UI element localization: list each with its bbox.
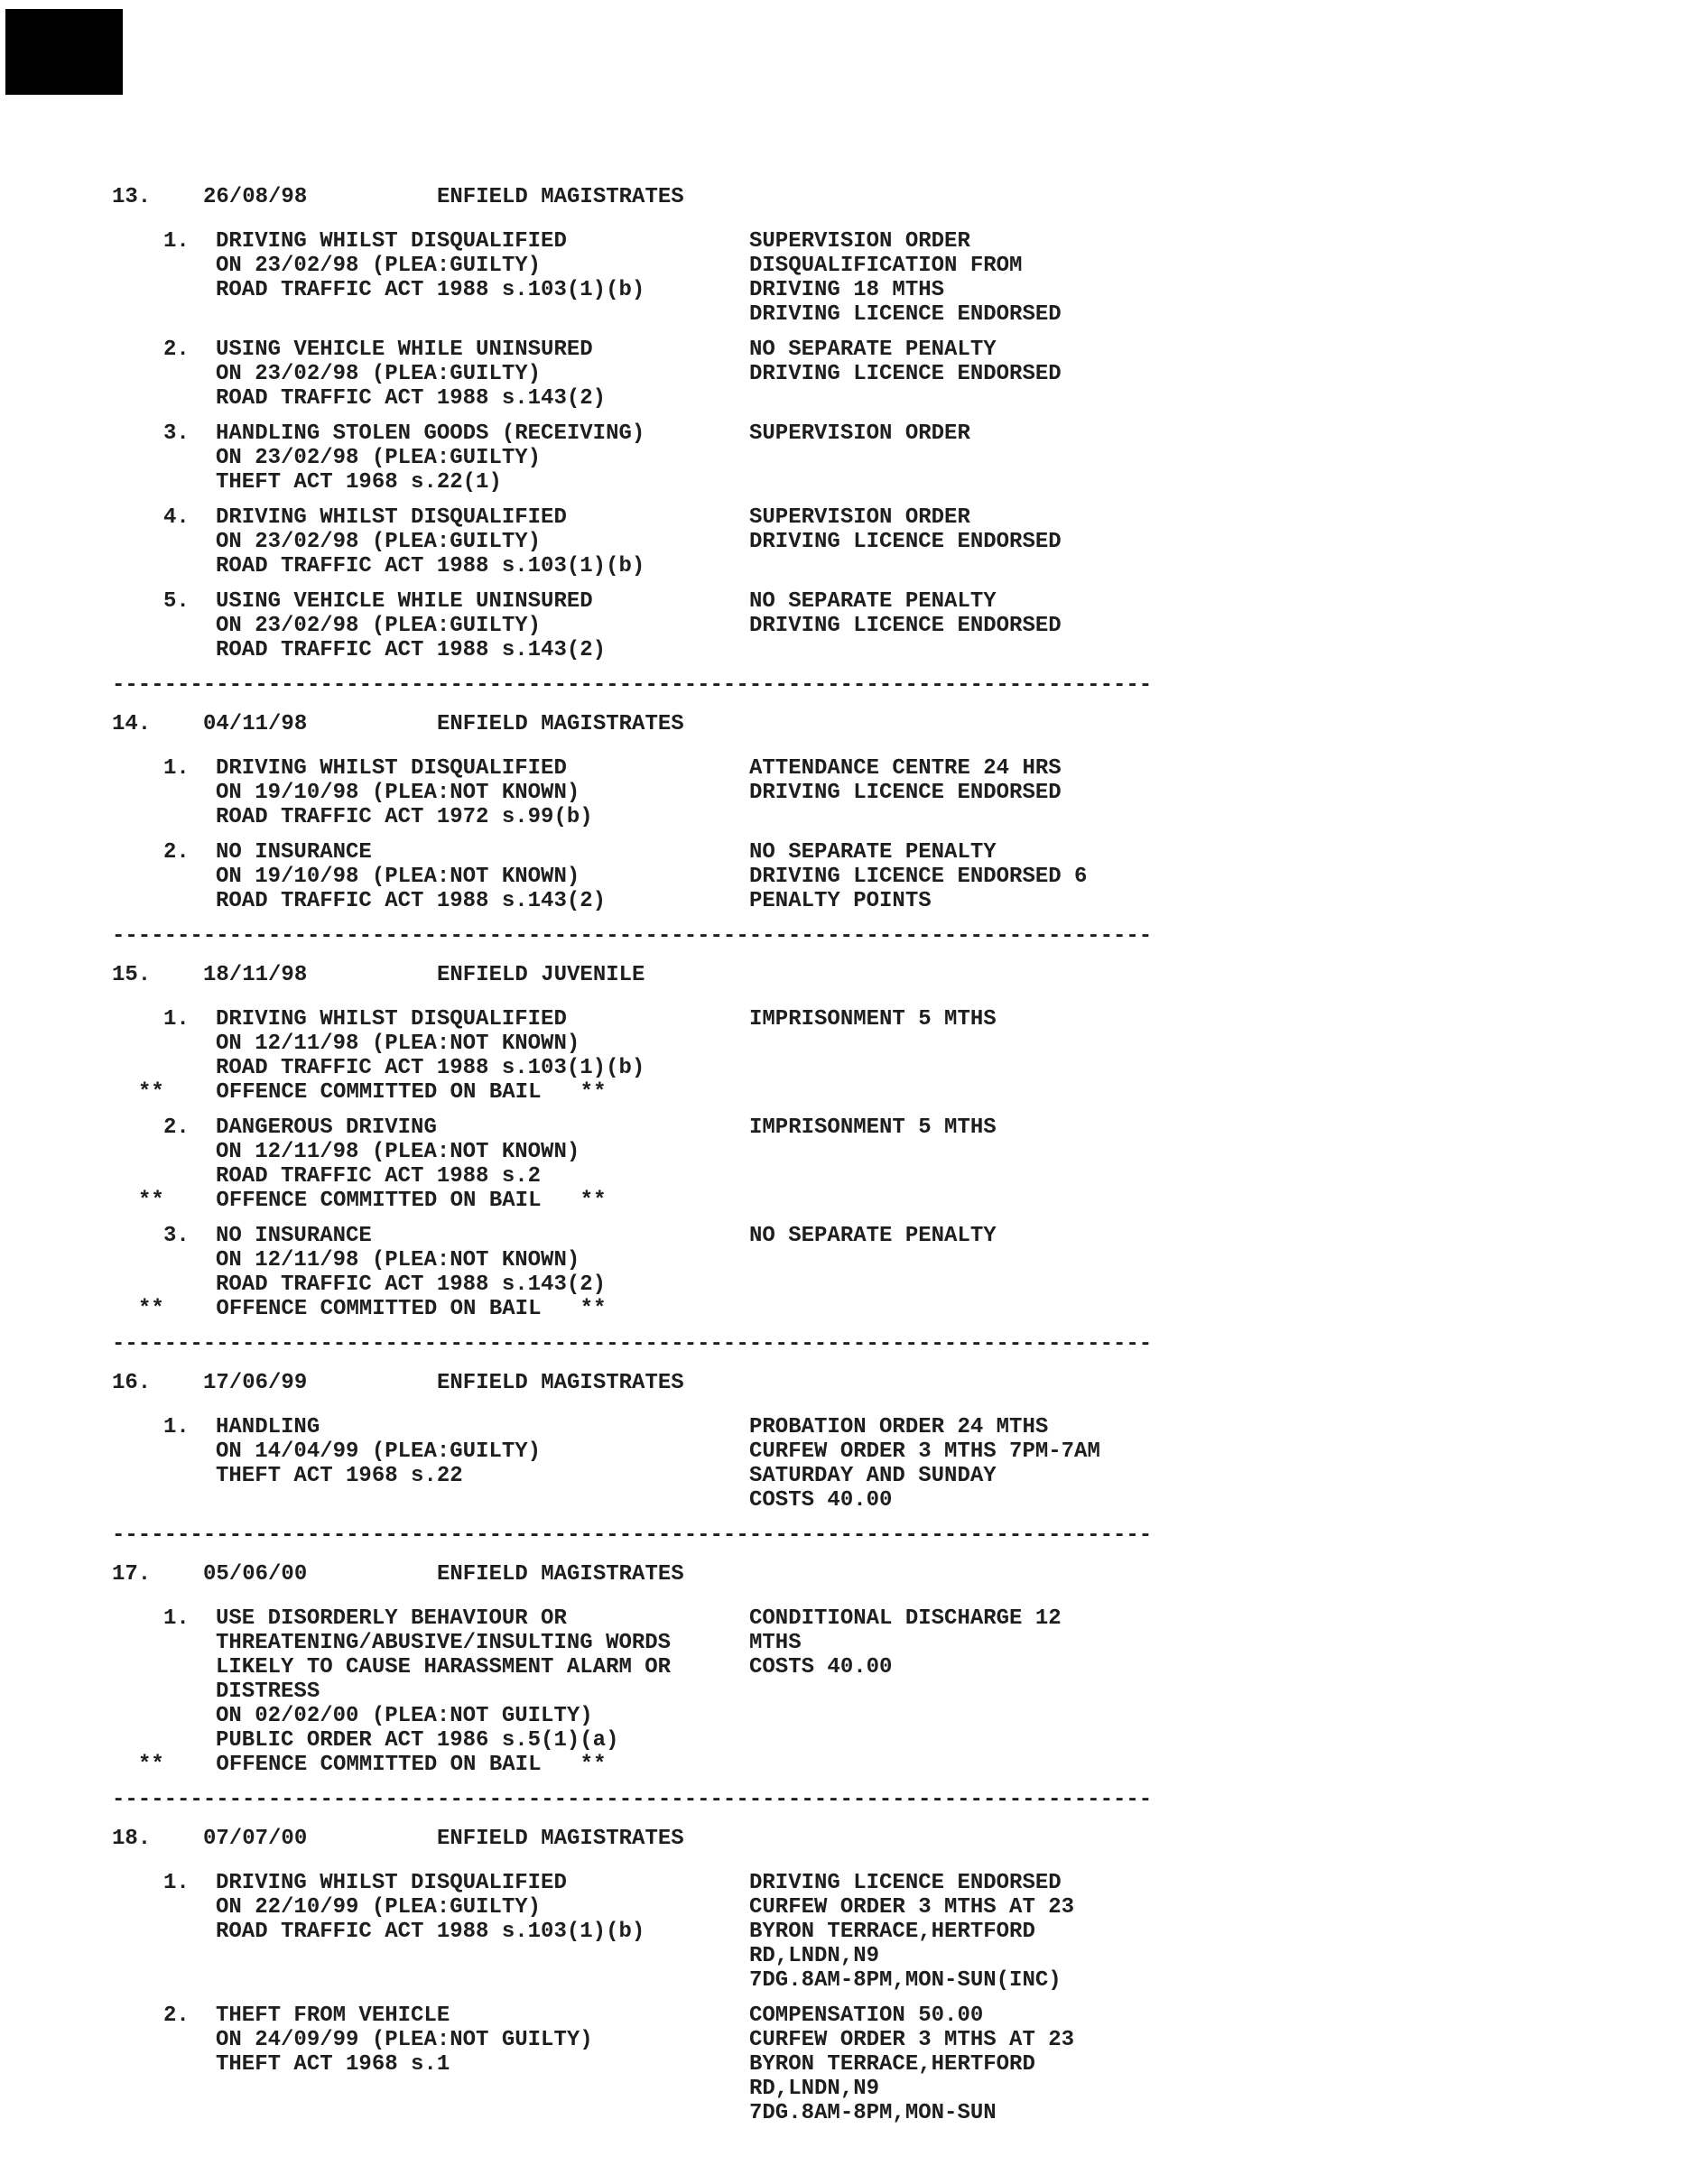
- court-name: ENFIELD MAGISTRATES: [437, 712, 684, 736]
- offence-details: [216, 338, 749, 411]
- result-line: NO SEPARATE PENALTY: [749, 1224, 997, 1248]
- entry-header: [112, 1371, 1646, 1395]
- result-line: PROBATION ORDER 24 MTHS: [749, 1415, 1049, 1439]
- entry-header: [112, 963, 1646, 987]
- result-line: NO SEPARATE PENALTY: [749, 338, 997, 362]
- offence-number: 1.: [163, 756, 190, 781]
- separator-line: --------------------------------------------------------------------------------: [112, 1332, 1153, 1356]
- court-name: ENFIELD MAGISTRATES: [437, 1827, 684, 1851]
- result-line: MTHS: [749, 1631, 802, 1655]
- offence-line: THEFT ACT 1968 s.1: [216, 2052, 450, 2077]
- offence-line: ROAD TRAFFIC ACT 1988 s.103(1)(b): [216, 554, 645, 578]
- result-details: [749, 2004, 1646, 2125]
- offence-line: PUBLIC ORDER ACT 1986 s.5(1)(a): [216, 1728, 619, 1753]
- offence-line: USING VEHICLE WHILE UNINSURED: [216, 338, 593, 362]
- result-line: CURFEW ORDER 3 MTHS 7PM-7AM: [749, 1439, 1100, 1464]
- offence-line: USE DISORDERLY BEHAVIOUR OR: [216, 1606, 567, 1631]
- result-line: ATTENDANCE CENTRE 24 HRS: [749, 756, 1062, 781]
- result-details: [749, 840, 1646, 913]
- separator-line: --------------------------------------------------------------------------------: [112, 924, 1153, 949]
- court-name: ENFIELD MAGISTRATES: [437, 1371, 684, 1395]
- offence-line: ON 14/04/99 (PLEA:GUILTY): [216, 1439, 542, 1464]
- entry-number: 17.: [112, 1562, 152, 1587]
- result-line: IMPRISONMENT 5 MTHS: [749, 1007, 997, 1032]
- offence-line: ON 12/11/98 (PLEA:NOT KNOWN): [216, 1248, 580, 1272]
- result-details: [749, 1115, 1646, 1140]
- result-line: CONDITIONAL DISCHARGE 12: [749, 1606, 1062, 1631]
- offence-line: ROAD TRAFFIC ACT 1988 s.143(2): [216, 889, 607, 913]
- offence-line: ON 12/11/98 (PLEA:NOT KNOWN): [216, 1032, 580, 1056]
- result-line: CURFEW ORDER 3 MTHS AT 23: [749, 1895, 1075, 1920]
- result-details: [749, 229, 1646, 327]
- offence-line: ON 19/10/98 (PLEA:NOT KNOWN): [216, 781, 580, 805]
- entry-header: [112, 1827, 1646, 1851]
- offence-row: [112, 1115, 1646, 1213]
- entry-header: [112, 185, 1646, 209]
- conviction-entry: [112, 712, 1646, 913]
- offence-line: THEFT FROM VEHICLE: [216, 2004, 450, 2028]
- offence-row: [112, 2004, 1646, 2125]
- result-line: DRIVING LICENCE ENDORSED: [749, 530, 1062, 554]
- result-line: COSTS 40.00: [749, 1488, 893, 1513]
- result-line: PENALTY POINTS: [749, 889, 932, 913]
- entry-header: [112, 1562, 1646, 1587]
- offence-line: DANGEROUS DRIVING: [216, 1115, 437, 1140]
- result-details: [749, 1224, 1646, 1248]
- entry-date: 17/06/99: [203, 1371, 308, 1395]
- offence-row: [112, 338, 1646, 411]
- offence-line: USING VEHICLE WHILE UNINSURED: [216, 589, 593, 614]
- result-line: SATURDAY AND SUNDAY: [749, 1464, 997, 1488]
- offence-line: ROAD TRAFFIC ACT 1988 s.103(1)(b): [216, 1056, 645, 1080]
- entry-date: 26/08/98: [203, 185, 308, 209]
- offence-line: ROAD TRAFFIC ACT 1988 s.103(1)(b): [216, 278, 645, 302]
- offence-details: [216, 589, 749, 662]
- entry-date: 05/06/00: [203, 1562, 308, 1587]
- offence-number: 2.: [163, 840, 190, 865]
- offence-line: DRIVING WHILST DISQUALIFIED: [216, 505, 567, 530]
- offence-row: [112, 1224, 1646, 1321]
- result-details: [749, 1007, 1646, 1032]
- result-details: [749, 589, 1646, 638]
- offence-details: [138, 1606, 749, 1777]
- result-details: [749, 505, 1646, 554]
- offence-number: 2.: [163, 338, 190, 362]
- result-line: NO SEPARATE PENALTY: [749, 589, 997, 614]
- offence-number: 1.: [163, 1415, 190, 1439]
- offence-line: DISTRESS: [216, 1680, 320, 1704]
- offence-line: ON 23/02/98 (PLEA:GUILTY): [216, 362, 542, 386]
- result-details: [749, 1415, 1646, 1513]
- offence-number: 1.: [163, 1871, 190, 1895]
- court-name: ENFIELD MAGISTRATES: [437, 185, 684, 209]
- conviction-entry: [112, 963, 1646, 1321]
- result-line: DISQUALIFICATION FROM: [749, 254, 1023, 278]
- offence-details: [138, 1115, 749, 1213]
- offence-line: ON 19/10/98 (PLEA:NOT KNOWN): [216, 865, 580, 889]
- offence-row: [112, 505, 1646, 578]
- offence-row: [112, 589, 1646, 662]
- entry-number: 18.: [112, 1827, 152, 1851]
- offence-number: 4.: [163, 505, 190, 530]
- offence-line: DRIVING WHILST DISQUALIFIED: [216, 1007, 567, 1032]
- entry-date: 04/11/98: [203, 712, 308, 736]
- entry-number: 15.: [112, 963, 152, 987]
- result-details: [749, 338, 1646, 386]
- offence-details: [216, 1415, 749, 1488]
- offence-line: DRIVING WHILST DISQUALIFIED: [216, 229, 567, 254]
- offence-number: 5.: [163, 589, 190, 614]
- offence-number: 3.: [163, 421, 190, 446]
- separator-line: --------------------------------------------------------------------------------: [112, 1523, 1153, 1548]
- entry-number: 14.: [112, 712, 152, 736]
- entry-date: 07/07/00: [203, 1827, 308, 1851]
- offence-number: 1.: [163, 1606, 190, 1631]
- result-line: RD,LNDN,N9: [749, 1944, 880, 1968]
- result-details: [749, 1871, 1646, 1993]
- result-line: SUPERVISION ORDER: [749, 505, 970, 530]
- result-details: [749, 421, 1646, 446]
- offence-line: DRIVING WHILST DISQUALIFIED: [216, 1871, 567, 1895]
- result-line: NO SEPARATE PENALTY: [749, 840, 997, 865]
- offence-line: NO INSURANCE: [216, 840, 372, 865]
- offence-line: ROAD TRAFFIC ACT 1988 s.103(1)(b): [216, 1920, 645, 1944]
- result-line: DRIVING LICENCE ENDORSED 6: [749, 865, 1088, 889]
- redaction-block: [5, 9, 123, 95]
- offence-line: ROAD TRAFFIC ACT 1988 s.143(2): [216, 638, 607, 662]
- result-details: [749, 1606, 1646, 1680]
- result-line: DRIVING LICENCE ENDORSED: [749, 781, 1062, 805]
- conviction-entry: [112, 1827, 1646, 2125]
- bail-note: ** OFFENCE COMMITTED ON BAIL **: [138, 1189, 607, 1213]
- offence-number: 2.: [163, 1115, 190, 1140]
- court-name: ENFIELD MAGISTRATES: [437, 1562, 684, 1587]
- record-entries-list: [112, 185, 1646, 2136]
- offence-line: NO INSURANCE: [216, 1224, 372, 1248]
- offence-line: ON 23/02/98 (PLEA:GUILTY): [216, 530, 542, 554]
- offence-details: [216, 229, 749, 302]
- result-line: DRIVING LICENCE ENDORSED: [749, 302, 1062, 327]
- offence-line: ROAD TRAFFIC ACT 1988 s.143(2): [216, 1272, 607, 1297]
- result-line: BYRON TERRACE,HERTFORD: [749, 1920, 1035, 1944]
- court-name: ENFIELD JUVENILE: [437, 963, 645, 987]
- bail-note: ** OFFENCE COMMITTED ON BAIL **: [138, 1080, 607, 1105]
- offence-number: 1.: [163, 229, 190, 254]
- offence-line: ON 23/02/98 (PLEA:GUILTY): [216, 446, 542, 470]
- entry-number: 16.: [112, 1371, 152, 1395]
- conviction-entry: [112, 1371, 1646, 1513]
- offence-row: [112, 1007, 1646, 1105]
- offence-line: HANDLING STOLEN GOODS (RECEIVING): [216, 421, 645, 446]
- result-line: SUPERVISION ORDER: [749, 421, 970, 446]
- offence-number: 1.: [163, 1007, 190, 1032]
- offence-line: HANDLING: [216, 1415, 320, 1439]
- offence-line: ROAD TRAFFIC ACT 1988 s.2: [216, 1164, 542, 1189]
- offence-details: [138, 1007, 749, 1105]
- offence-details: [138, 1224, 749, 1321]
- result-line: 7DG.8AM-8PM,MON-SUN(INC): [749, 1968, 1062, 1993]
- conviction-entry: [112, 1562, 1646, 1777]
- result-line: DRIVING LICENCE ENDORSED: [749, 1871, 1062, 1895]
- offence-line: DRIVING WHILST DISQUALIFIED: [216, 756, 567, 781]
- entry-number: 13.: [112, 185, 152, 209]
- separator-line: --------------------------------------------------------------------------------: [112, 673, 1153, 698]
- result-line: DRIVING LICENCE ENDORSED: [749, 362, 1062, 386]
- offence-row: [112, 1871, 1646, 1993]
- conviction-entry: [112, 185, 1646, 662]
- offence-row: [112, 421, 1646, 495]
- result-line: DRIVING LICENCE ENDORSED: [749, 614, 1062, 638]
- offence-details: [216, 421, 749, 495]
- result-line: SUPERVISION ORDER: [749, 229, 970, 254]
- offence-line: ON 12/11/98 (PLEA:NOT KNOWN): [216, 1140, 580, 1164]
- offence-row: [112, 840, 1646, 913]
- result-details: [749, 756, 1646, 805]
- entry-date: 18/11/98: [203, 963, 308, 987]
- offence-details: [216, 756, 749, 829]
- result-line: CURFEW ORDER 3 MTHS AT 23: [749, 2028, 1075, 2052]
- offence-line: ON 23/02/98 (PLEA:GUILTY): [216, 254, 542, 278]
- offence-details: [216, 840, 749, 913]
- offence-line: ROAD TRAFFIC ACT 1988 s.143(2): [216, 386, 607, 411]
- offence-line: ON 02/02/00 (PLEA:NOT GUILTY): [216, 1704, 593, 1728]
- result-line: RD,LNDN,N9: [749, 2077, 880, 2101]
- result-line: COMPENSATION 50.00: [749, 2004, 984, 2028]
- offence-line: ON 24/09/99 (PLEA:NOT GUILTY): [216, 2028, 593, 2052]
- result-line: 7DG.8AM-8PM,MON-SUN: [749, 2101, 997, 2125]
- offence-row: [112, 1415, 1646, 1513]
- offence-details: [216, 505, 749, 578]
- offence-number: 2.: [163, 2004, 190, 2028]
- offence-row: [112, 229, 1646, 327]
- offence-line: ROAD TRAFFIC ACT 1972 s.99(b): [216, 805, 593, 829]
- offence-number: 3.: [163, 1224, 190, 1248]
- result-line: DRIVING 18 MTHS: [749, 278, 945, 302]
- offence-details: [216, 1871, 749, 1944]
- bail-note: ** OFFENCE COMMITTED ON BAIL **: [138, 1753, 607, 1777]
- offence-line: LIKELY TO CAUSE HARASSMENT ALARM OR: [216, 1655, 672, 1680]
- bail-note: ** OFFENCE COMMITTED ON BAIL **: [138, 1297, 607, 1321]
- result-line: IMPRISONMENT 5 MTHS: [749, 1115, 997, 1140]
- offence-line: THEFT ACT 1968 s.22(1): [216, 470, 502, 495]
- result-line: COSTS 40.00: [749, 1655, 893, 1680]
- offence-row: [112, 1606, 1646, 1777]
- offence-line: THREATENING/ABUSIVE/INSULTING WORDS: [216, 1631, 672, 1655]
- entry-header: [112, 712, 1646, 736]
- offence-row: [112, 756, 1646, 829]
- offence-line: ON 23/02/98 (PLEA:GUILTY): [216, 614, 542, 638]
- offence-line: THEFT ACT 1968 s.22: [216, 1464, 463, 1488]
- offence-details: [216, 2004, 749, 2077]
- separator-line: --------------------------------------------------------------------------------: [112, 1788, 1153, 1812]
- result-line: BYRON TERRACE,HERTFORD: [749, 2052, 1035, 2077]
- offence-line: ON 22/10/99 (PLEA:GUILTY): [216, 1895, 542, 1920]
